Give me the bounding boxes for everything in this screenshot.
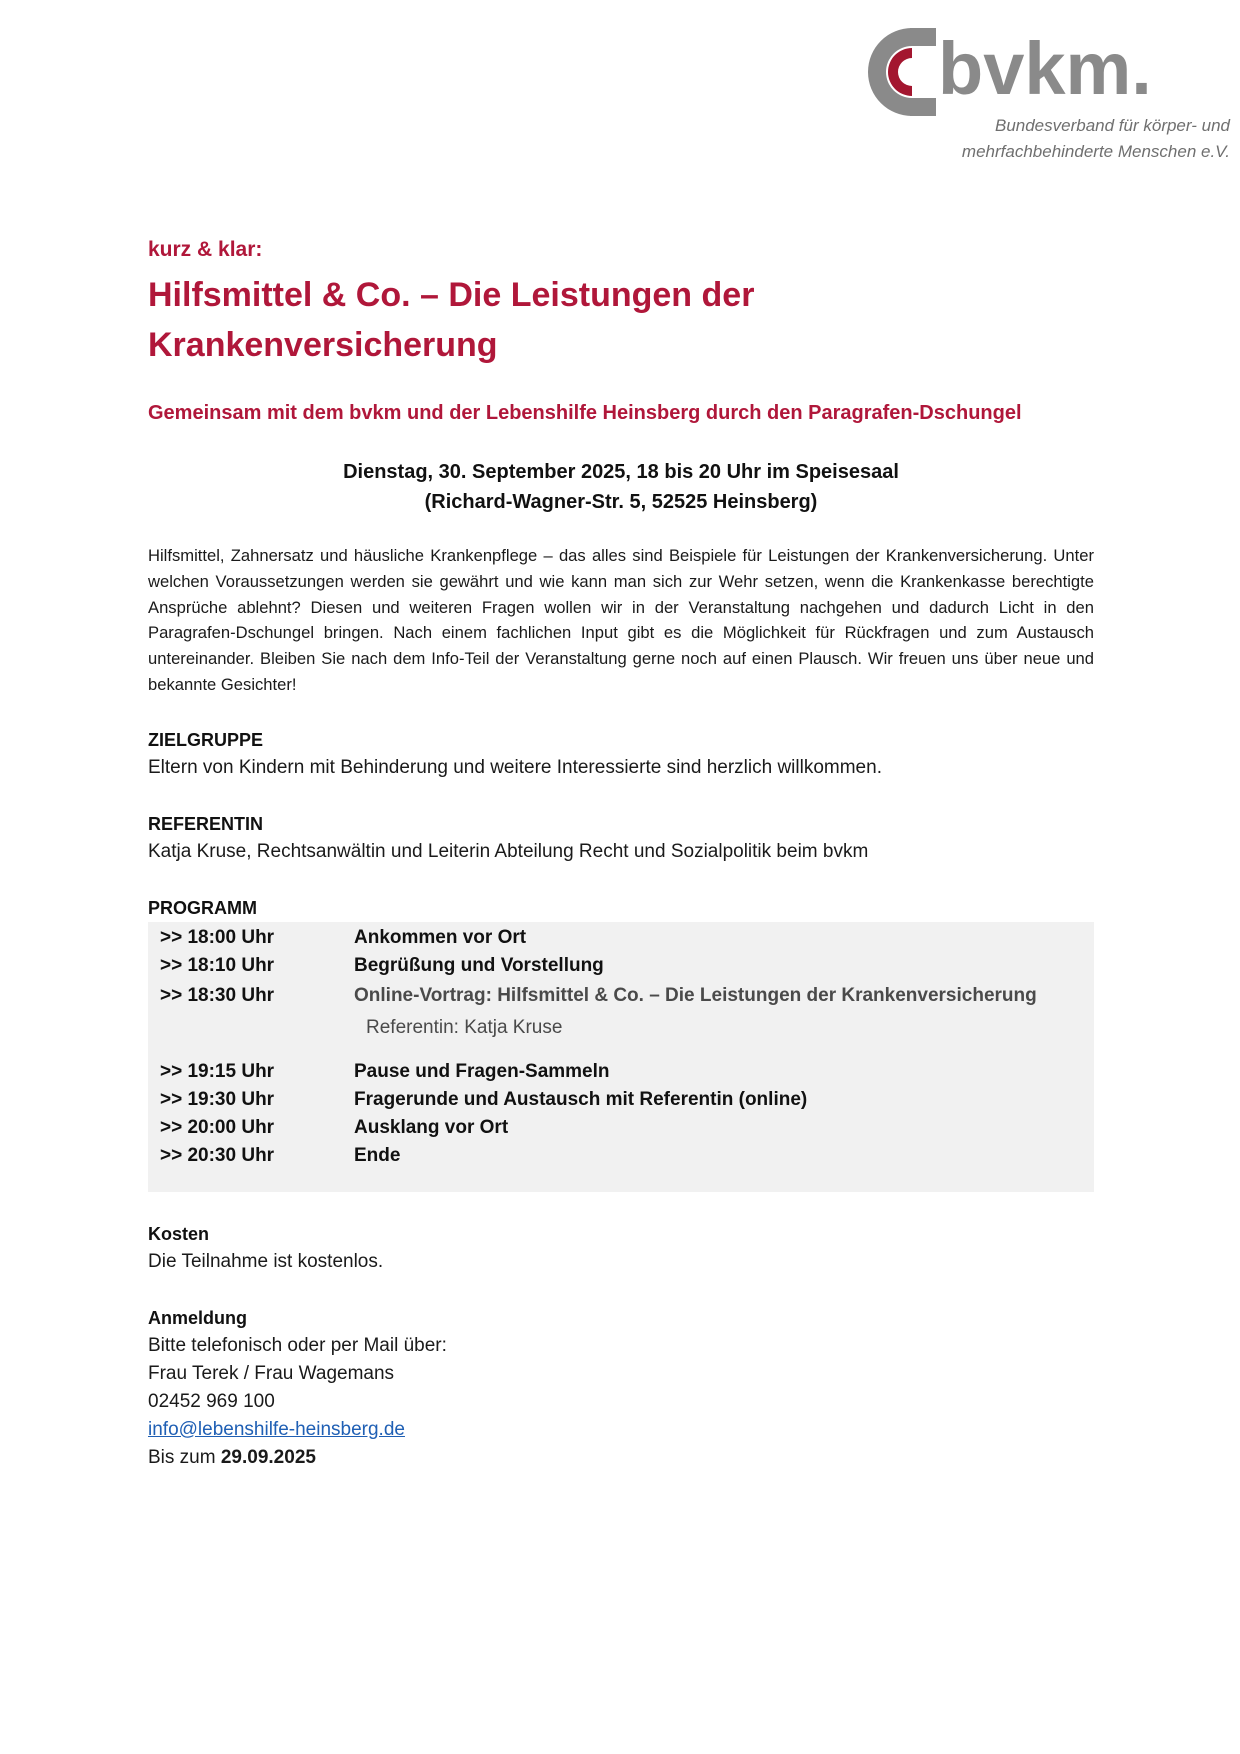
- logo-bar-bottom: [910, 98, 936, 116]
- program-item: Ausklang vor Ort: [354, 1116, 509, 1138]
- zielgruppe-heading: ZIELGRUPPE: [148, 729, 264, 750]
- section-zielgruppe: [148, 726, 1094, 782]
- program-row: [148, 980, 1094, 1012]
- deadline-prefix: Bis zum: [148, 1446, 221, 1468]
- program-time: >> 18:30 Uhr: [160, 984, 275, 1006]
- program-row: [148, 1114, 1094, 1142]
- program-item: Online-Vortrag: Hilfsmittel & Co. – Die Leistungen der Krankenversicherung: [354, 984, 1037, 1006]
- page-title: Hilfsmittel & Co. – Die Leistungen der Krankenversicherung: [148, 276, 755, 364]
- kosten-heading: Kosten: [148, 1223, 210, 1244]
- anmeldung-phone: 02452 969 100: [148, 1390, 275, 1412]
- zielgruppe-text: Eltern von Kindern mit Behinderung und weitere Interessierte sind herzlich willkommen.: [148, 756, 882, 778]
- program-item: Pause und Fragen-Sammeln: [354, 1060, 610, 1082]
- anmeldung-email-line: [148, 1416, 1094, 1444]
- event-info: [148, 457, 1094, 517]
- program-time: >> 19:30 Uhr: [160, 1088, 275, 1110]
- subtitle: Gemeinsam mit dem bvkm und der Lebenshilfe Heinsberg durch den Paragrafen-Dschungel: [148, 402, 1022, 424]
- deadline-date: 29.09.2025: [220, 1446, 316, 1468]
- program-row: [148, 1086, 1094, 1114]
- section-referentin: [148, 810, 1094, 866]
- kosten-text: Die Teilnahme ist kostenlos.: [148, 1250, 384, 1272]
- section-anmeldung: [148, 1304, 1094, 1472]
- program-table: [148, 922, 1094, 1192]
- bvkm-logo: [856, 26, 1230, 166]
- logo-bar-top: [910, 28, 936, 46]
- document-body: [148, 236, 1094, 1472]
- email-link[interactable]: info@lebenshilfe-heinsberg.de: [148, 1418, 405, 1440]
- logo-tagline-line1: Bundesverband für körper- und: [994, 116, 1230, 135]
- program-time: >> 20:00 Uhr: [160, 1116, 275, 1138]
- program-time: >> 19:15 Uhr: [160, 1060, 275, 1082]
- section-programm: [148, 894, 1094, 1192]
- program-gap: [148, 1044, 1094, 1058]
- program-row: [148, 1058, 1094, 1086]
- section-kosten: [148, 1220, 1094, 1276]
- logo-wordmark: bvkm.: [938, 27, 1152, 110]
- programm-heading: PROGRAMM: [148, 897, 257, 918]
- anmeldung-contacts: Frau Terek / Frau Wagemans: [148, 1362, 395, 1384]
- program-item: Fragerunde und Austausch mit Referentin (online): [354, 1088, 808, 1110]
- anmeldung-heading: Anmeldung: [148, 1307, 247, 1328]
- referentin-text: Katja Kruse, Rechtsanwältin und Leiterin Abteilung Recht und Sozialpolitik beim bvkm: [148, 840, 869, 862]
- program-row: [148, 924, 1094, 952]
- program-item: Begrüßung und Vorstellung: [354, 954, 604, 976]
- bvkm-logo-mark: [856, 26, 1230, 116]
- logo-tagline-line2: mehrfachbehinderte Menschen e.V.: [961, 142, 1230, 161]
- event-location-line: (Richard-Wagner-Str. 5, 52525 Heinsberg): [424, 491, 818, 513]
- anmeldung-deadline: [148, 1444, 1094, 1472]
- event-date-line: Dienstag, 30. September 2025, 18 bis 20 Uhr im Speisesaal: [343, 461, 899, 483]
- program-time: >> 20:30 Uhr: [160, 1144, 275, 1166]
- program-item: Ankommen vor Ort: [354, 926, 527, 948]
- referentin-heading: REFERENTIN: [148, 813, 264, 834]
- program-row: [148, 952, 1094, 980]
- program-time: >> 18:10 Uhr: [160, 954, 275, 976]
- program-time: >> 18:00 Uhr: [160, 926, 275, 948]
- anmeldung-line1: Bitte telefonisch oder per Mail über:: [148, 1334, 447, 1356]
- program-item-sub: Referentin: Katja Kruse: [366, 1016, 563, 1038]
- kicker: kurz & klar:: [148, 238, 263, 261]
- program-item: Ende: [354, 1144, 401, 1166]
- program-row: [148, 1142, 1094, 1170]
- event-description: Hilfsmittel, Zahnersatz und häusliche Krankenpflege – das alles sind Beispiele für Leistungen der Krankenversicherung. Unter welchen Voraussetzungen werden sie gewährt und wie kann man sich zur Wehr setzen, wenn die Krankenkasse berechtigte Ansprüche ablehnt? Diesen und weiteren Fragen wollen wir in der Veranstaltung nachgehen und dadurch Licht in den Paragrafen-Dschungel bringen. Nach einem fachlichen Input gibt es die Möglichkeit für Rückfragen und zum Austausch untereinander. Bleiben Sie nach dem Info-Teil der Veranstaltung gerne noch auf einen Plausch. Wir freuen uns über neue und bekannte Gesichter!: [148, 546, 1094, 694]
